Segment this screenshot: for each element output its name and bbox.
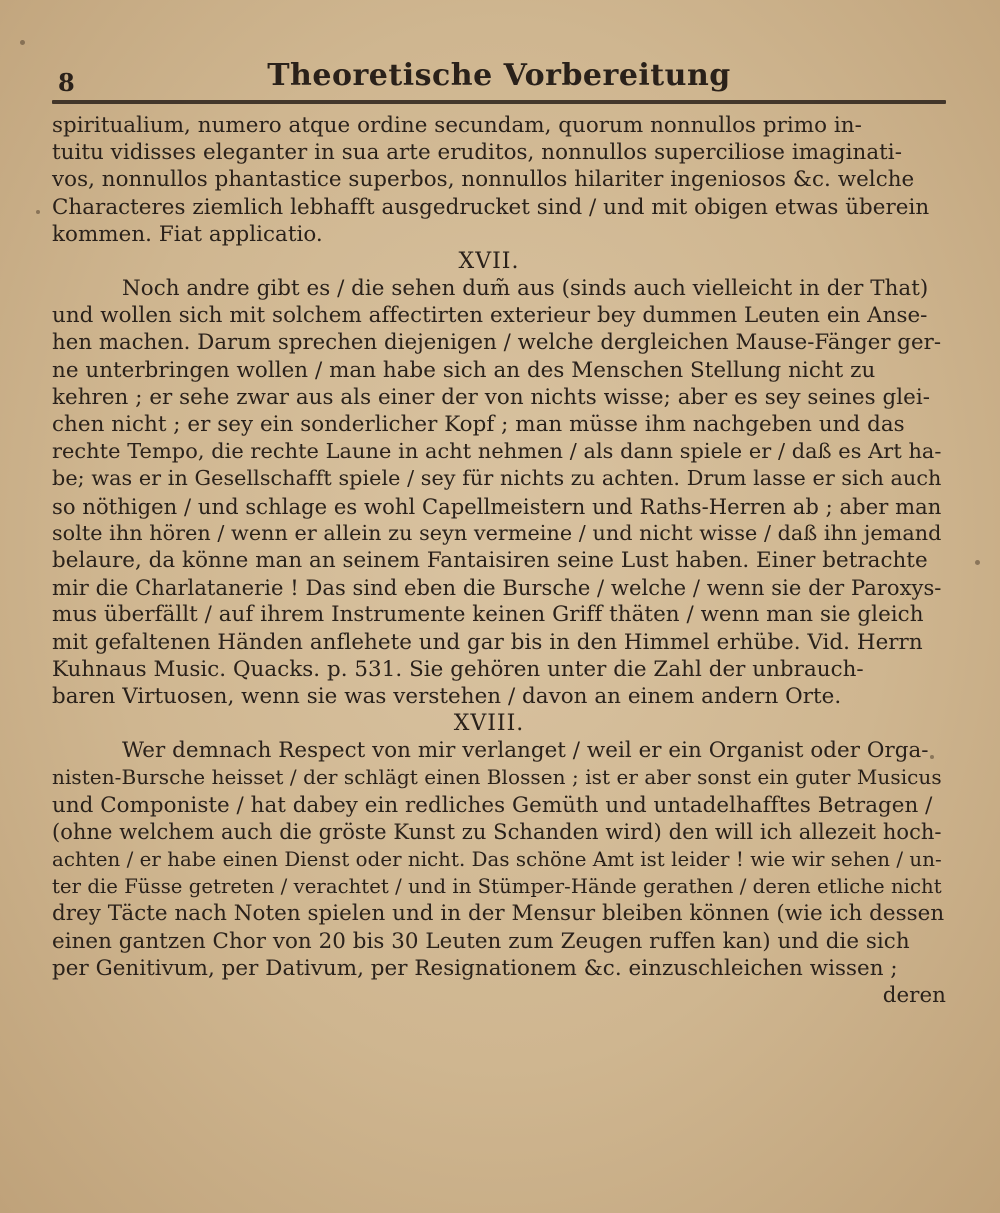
- paragraph-2: [52, 275, 946, 710]
- text-line: belaure, da könne man an seinem Fantaisiren seine Lust haben. Einer betrachte: [52, 548, 928, 574]
- text-line: drey Täcte nach Noten spielen und in der Mensur bleiben können (wie ich dessen: [52, 901, 945, 927]
- text-line: kommen. Fiat applicatio.: [52, 221, 323, 247]
- paragraph-3: [52, 737, 946, 1009]
- text-line: tuitu vidisses eleganter in sua arte eruditos, nonnullos superciliose imaginati-: [52, 140, 902, 166]
- text-line: kehren ; er sehe zwar aus als einer der von nichts wisse; aber es sey seines glei-: [52, 384, 930, 410]
- page-content: [52, 58, 946, 1009]
- section-heading-xvii: XVII.: [458, 249, 520, 275]
- text-line: so nöthigen / und schlage es wohl Capellmeistern und Raths-Herren ab ; aber man: [52, 493, 942, 519]
- text-line: ne unterbringen wollen / man habe sich an des Menschen Stellung nicht zu: [52, 357, 876, 383]
- text-line: chen nicht ; er sey ein sonderlicher Kopf ; man müsse ihm nachgeben und das: [52, 412, 905, 438]
- text-line: ter die Füsse getreten / verachtet / und in Stümper-Hände gerathen / deren etliche nicht: [52, 875, 942, 899]
- text-line: und wollen sich mit solchem affectirten exterieur bey dummen Leuten ein Anse-: [52, 303, 928, 329]
- text-line: nisten-Bursche heisset / der schlägt einen Blossen ; ist er aber sonst ein guter Musicus: [52, 765, 942, 790]
- text-line: und Componiste / hat dabey ein redliches Gemüth und untadelhafftes Betragen /: [52, 792, 933, 818]
- page-number: 8: [58, 68, 75, 97]
- text-line: mir die Charlatanerie ! Das sind eben die Bursche / welche / wenn sie der Paroxys-: [52, 575, 942, 601]
- text-line: Characteres ziemlich lebhafft ausgedrucket sind / und mit obigen etwas überein: [52, 194, 930, 220]
- text-line: mus überfällt / auf ihrem Instrumente keinen Griff thäten / wenn man sie gleich: [52, 602, 924, 628]
- text-line: Noch andre gibt es / die sehen dum̃ aus (sinds auch vielleicht in der That): [122, 276, 929, 302]
- paragraph-1: [52, 112, 946, 248]
- ink-speck: [36, 210, 40, 214]
- text-line: spiritualium, numero atque ordine secundam, quorum nonnullos primo in-: [52, 113, 862, 138]
- text-line: achten / er habe einen Dienst oder nicht. Das schöne Amt ist leider ! wie wir sehen / un-: [52, 848, 942, 872]
- text-line: Kuhnaus Music. Quacks. p. 531. Sie gehören unter die Zahl der unbrauch-: [52, 656, 864, 682]
- ink-speck: [975, 560, 980, 565]
- text-line: rechte Tempo, die rechte Laune in acht nehmen / als dann spiele er / daß es Art ha-: [52, 439, 942, 464]
- catchword: deren: [882, 983, 946, 1009]
- section-heading-xviii: XVIII.: [453, 711, 525, 737]
- text-line: einen gantzen Chor von 20 bis 30 Leuten zum Zeugen ruffen kan) und die sich: [52, 928, 910, 954]
- page-header: [52, 58, 946, 98]
- text-line: solte ihn hören / wenn er allein zu seyn vermeine / und nicht wisse / daß ihn jemand: [52, 520, 942, 545]
- ink-speck: [20, 40, 25, 45]
- text-line: vos, nonnullos phantastice superbos, nonnullos hilariter ingeniosos &c. welche: [52, 167, 915, 193]
- running-title: Theoretische Vorbereitung: [267, 58, 731, 93]
- text-line: hen machen. Darum sprechen diejenigen / welche dergleichen Mause-Fänger ger-: [52, 330, 942, 356]
- text-line: (ohne welchem auch die gröste Kunst zu Schanden wird) den will ich allezeit hoch-: [52, 819, 942, 844]
- text-line: be; was er in Gesellschafft spiele / sey für nichts zu achten. Drum lasse er sich auch: [52, 466, 942, 491]
- header-rule: [52, 100, 946, 104]
- text-line: baren Virtuosen, wenn sie was verstehen / davon an einem andern Orte.: [52, 684, 842, 710]
- text-line: per Genitivum, per Dativum, per Resignationem &c. einzuschleichen wissen ;: [52, 955, 898, 981]
- text-line: mit gefaltenen Händen anflehete und gar bis in den Himmel erhübe. Vid. Herrn: [52, 629, 923, 655]
- text-line: Wer demnach Respect von mir verlanget / weil er ein Organist oder Orga-: [122, 738, 929, 764]
